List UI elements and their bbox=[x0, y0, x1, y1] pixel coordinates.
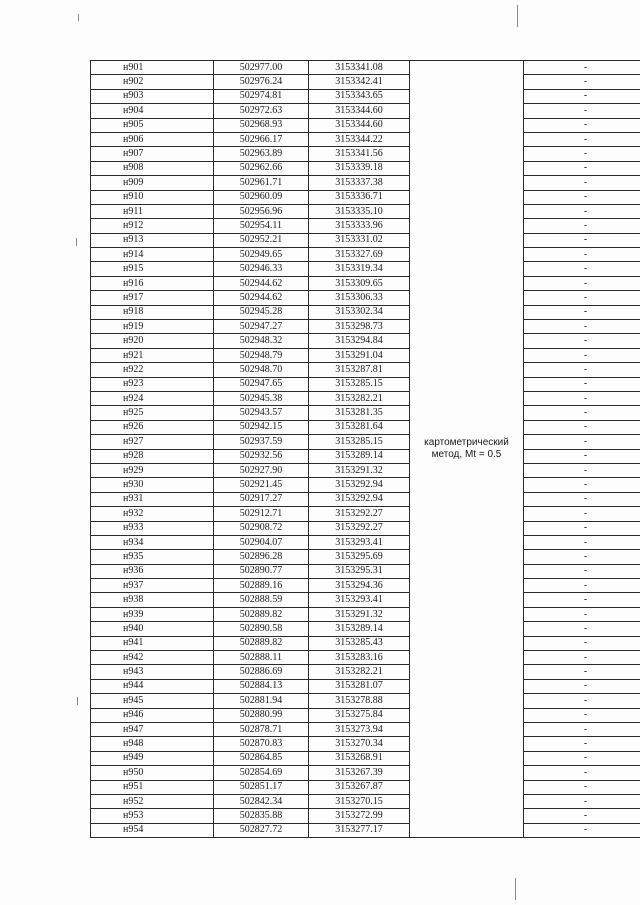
table-row bbox=[91, 204, 640, 218]
coordinate-y: 3153285.15 bbox=[309, 377, 410, 391]
point-name: н913 bbox=[91, 233, 214, 247]
coordinate-y: 3153306.33 bbox=[309, 291, 410, 305]
point-name: н901 bbox=[91, 61, 214, 75]
coordinate-y: 3153292.94 bbox=[309, 492, 410, 506]
coordinate-x: 502890.77 bbox=[214, 564, 309, 578]
coordinate-x: 502946.33 bbox=[214, 262, 309, 276]
table-row bbox=[91, 161, 640, 175]
table-row bbox=[91, 507, 640, 521]
coordinate-x: 502949.65 bbox=[214, 248, 309, 262]
coordinate-x: 502966.17 bbox=[214, 132, 309, 146]
coordinate-x: 502851.17 bbox=[214, 780, 309, 794]
table-row bbox=[91, 420, 640, 434]
point-name: н952 bbox=[91, 794, 214, 808]
table-row bbox=[91, 780, 640, 794]
accuracy-note: - bbox=[524, 276, 640, 290]
coordinate-x: 502976.24 bbox=[214, 75, 309, 89]
coordinate-y: 3153292.27 bbox=[309, 521, 410, 535]
coordinate-y: 3153268.91 bbox=[309, 751, 410, 765]
coordinate-y: 3153344.22 bbox=[309, 132, 410, 146]
coordinate-y: 3153344.60 bbox=[309, 118, 410, 132]
table-row bbox=[91, 233, 640, 247]
accuracy-note: - bbox=[524, 161, 640, 175]
coordinate-x: 502954.11 bbox=[214, 219, 309, 233]
point-name: н906 bbox=[91, 132, 214, 146]
coordinate-y: 3153294.84 bbox=[309, 334, 410, 348]
coordinate-x: 502947.27 bbox=[214, 320, 309, 334]
table-row bbox=[91, 564, 640, 578]
coordinate-x: 502962.66 bbox=[214, 161, 309, 175]
accuracy-note: - bbox=[524, 363, 640, 377]
coordinate-x: 502972.63 bbox=[214, 104, 309, 118]
coordinate-y: 3153289.14 bbox=[309, 622, 410, 636]
coordinate-y: 3153289.14 bbox=[309, 449, 410, 463]
accuracy-note: - bbox=[524, 449, 640, 463]
coordinate-y: 3153281.64 bbox=[309, 420, 410, 434]
accuracy-note: - bbox=[524, 751, 640, 765]
coordinate-x: 502888.11 bbox=[214, 651, 309, 665]
coordinates-table bbox=[90, 60, 640, 838]
coordinate-x: 502932.56 bbox=[214, 449, 309, 463]
point-name: н945 bbox=[91, 694, 214, 708]
point-name: н920 bbox=[91, 334, 214, 348]
table-row bbox=[91, 766, 640, 780]
table-row bbox=[91, 492, 640, 506]
coordinate-y: 3153277.17 bbox=[309, 823, 410, 837]
accuracy-note: - bbox=[524, 377, 640, 391]
coordinate-y: 3153267.87 bbox=[309, 780, 410, 794]
accuracy-note: - bbox=[524, 521, 640, 535]
accuracy-note: - bbox=[524, 823, 640, 837]
table-row bbox=[91, 722, 640, 736]
point-name: н925 bbox=[91, 406, 214, 420]
point-name: н936 bbox=[91, 564, 214, 578]
point-name: н915 bbox=[91, 262, 214, 276]
point-name: н908 bbox=[91, 161, 214, 175]
coordinate-x: 502948.70 bbox=[214, 363, 309, 377]
accuracy-note: - bbox=[524, 766, 640, 780]
coordinate-x: 502942.15 bbox=[214, 420, 309, 434]
coordinate-x: 502961.71 bbox=[214, 176, 309, 190]
accuracy-note: - bbox=[524, 463, 640, 477]
table-row bbox=[91, 694, 640, 708]
table-row bbox=[91, 708, 640, 722]
point-name: н933 bbox=[91, 521, 214, 535]
coordinate-x: 502947.65 bbox=[214, 377, 309, 391]
accuracy-note: - bbox=[524, 665, 640, 679]
point-name: н924 bbox=[91, 391, 214, 405]
accuracy-note: - bbox=[524, 233, 640, 247]
point-name: н937 bbox=[91, 579, 214, 593]
point-name: н934 bbox=[91, 535, 214, 549]
table-row bbox=[91, 737, 640, 751]
coordinate-x: 502921.45 bbox=[214, 478, 309, 492]
table-row bbox=[91, 219, 640, 233]
accuracy-note: - bbox=[524, 132, 640, 146]
coordinate-y: 3153273.94 bbox=[309, 722, 410, 736]
coordinate-x: 502904.07 bbox=[214, 535, 309, 549]
point-name: н942 bbox=[91, 651, 214, 665]
accuracy-note: - bbox=[524, 262, 640, 276]
coordinate-y: 3153331.02 bbox=[309, 233, 410, 247]
table-row bbox=[91, 809, 640, 823]
table-row bbox=[91, 406, 640, 420]
table-row bbox=[91, 535, 640, 549]
coordinate-x: 502878.71 bbox=[214, 722, 309, 736]
point-name: н907 bbox=[91, 147, 214, 161]
point-name: н932 bbox=[91, 507, 214, 521]
table-row bbox=[91, 75, 640, 89]
coordinate-y: 3153341.08 bbox=[309, 61, 410, 75]
coordinate-x: 502960.09 bbox=[214, 190, 309, 204]
table-row bbox=[91, 334, 640, 348]
table-row bbox=[91, 636, 640, 650]
coordinate-x: 502927.90 bbox=[214, 463, 309, 477]
point-name: н923 bbox=[91, 377, 214, 391]
coordinate-y: 3153298.73 bbox=[309, 320, 410, 334]
coordinate-x: 502968.93 bbox=[214, 118, 309, 132]
coordinate-x: 502952.21 bbox=[214, 233, 309, 247]
coordinate-y: 3153293.41 bbox=[309, 593, 410, 607]
point-name: н911 bbox=[91, 204, 214, 218]
accuracy-note: - bbox=[524, 607, 640, 621]
accuracy-note: - bbox=[524, 391, 640, 405]
coordinate-y: 3153270.34 bbox=[309, 737, 410, 751]
accuracy-note: - bbox=[524, 564, 640, 578]
coordinate-y: 3153293.41 bbox=[309, 535, 410, 549]
accuracy-note: - bbox=[524, 190, 640, 204]
table-row bbox=[91, 305, 640, 319]
coordinate-x: 502842.34 bbox=[214, 794, 309, 808]
accuracy-note: - bbox=[524, 176, 640, 190]
table-row bbox=[91, 651, 640, 665]
table-row bbox=[91, 463, 640, 477]
point-name: н949 bbox=[91, 751, 214, 765]
scan-artifact bbox=[517, 5, 518, 27]
coordinate-x: 502943.57 bbox=[214, 406, 309, 420]
point-name: н928 bbox=[91, 449, 214, 463]
point-name: н905 bbox=[91, 118, 214, 132]
table-row bbox=[91, 794, 640, 808]
accuracy-note: - bbox=[524, 492, 640, 506]
coordinate-x: 502880.99 bbox=[214, 708, 309, 722]
coordinate-y: 3153291.04 bbox=[309, 348, 410, 362]
table-row bbox=[91, 104, 640, 118]
scan-artifact bbox=[515, 878, 516, 900]
coordinate-y: 3153339.18 bbox=[309, 161, 410, 175]
coordinate-y: 3153336.71 bbox=[309, 190, 410, 204]
coordinate-y: 3153295.69 bbox=[309, 550, 410, 564]
point-name: н918 bbox=[91, 305, 214, 319]
table-row bbox=[91, 147, 640, 161]
table-row bbox=[91, 248, 640, 262]
accuracy-note: - bbox=[524, 722, 640, 736]
accuracy-note: - bbox=[524, 104, 640, 118]
accuracy-note: - bbox=[524, 334, 640, 348]
coordinate-x: 502884.13 bbox=[214, 679, 309, 693]
coordinate-y: 3153291.32 bbox=[309, 463, 410, 477]
scan-artifact bbox=[77, 697, 78, 705]
table-row bbox=[91, 377, 640, 391]
point-name: н931 bbox=[91, 492, 214, 506]
point-name: н919 bbox=[91, 320, 214, 334]
accuracy-note: - bbox=[524, 75, 640, 89]
coordinate-y: 3153281.35 bbox=[309, 406, 410, 420]
coordinate-y: 3153344.60 bbox=[309, 104, 410, 118]
coordinate-y: 3153337.38 bbox=[309, 176, 410, 190]
accuracy-note: - bbox=[524, 550, 640, 564]
point-name: н951 bbox=[91, 780, 214, 794]
table-row bbox=[91, 363, 640, 377]
table-row bbox=[91, 579, 640, 593]
point-name: н903 bbox=[91, 89, 214, 103]
coordinate-y: 3153319.34 bbox=[309, 262, 410, 276]
accuracy-note: - bbox=[524, 435, 640, 449]
accuracy-note: - bbox=[524, 593, 640, 607]
point-name: н943 bbox=[91, 665, 214, 679]
accuracy-note: - bbox=[524, 579, 640, 593]
accuracy-note: - bbox=[524, 147, 640, 161]
coordinates-table-body bbox=[91, 61, 640, 838]
table-row bbox=[91, 435, 640, 449]
table-row bbox=[91, 291, 640, 305]
accuracy-note: - bbox=[524, 118, 640, 132]
scan-artifact bbox=[76, 238, 77, 246]
coordinate-y: 3153275.84 bbox=[309, 708, 410, 722]
coordinate-y: 3153343.65 bbox=[309, 89, 410, 103]
point-name: н944 bbox=[91, 679, 214, 693]
point-name: н953 bbox=[91, 809, 214, 823]
accuracy-note: - bbox=[524, 535, 640, 549]
coordinate-x: 502948.79 bbox=[214, 348, 309, 362]
coordinate-y: 3153270.15 bbox=[309, 794, 410, 808]
table-row bbox=[91, 190, 640, 204]
method-cell bbox=[410, 61, 524, 838]
accuracy-note: - bbox=[524, 651, 640, 665]
coordinate-x: 502889.82 bbox=[214, 636, 309, 650]
coordinate-x: 502854.69 bbox=[214, 766, 309, 780]
coordinate-x: 502974.81 bbox=[214, 89, 309, 103]
coordinate-y: 3153341.56 bbox=[309, 147, 410, 161]
table-row bbox=[91, 262, 640, 276]
coordinate-y: 3153342.41 bbox=[309, 75, 410, 89]
accuracy-note: - bbox=[524, 89, 640, 103]
point-name: н935 bbox=[91, 550, 214, 564]
table-row bbox=[91, 550, 640, 564]
coordinate-y: 3153287.81 bbox=[309, 363, 410, 377]
accuracy-note: - bbox=[524, 694, 640, 708]
table-row bbox=[91, 622, 640, 636]
point-name: н914 bbox=[91, 248, 214, 262]
coordinate-y: 3153302.34 bbox=[309, 305, 410, 319]
point-name: н927 bbox=[91, 435, 214, 449]
accuracy-note: - bbox=[524, 679, 640, 693]
coordinate-y: 3153333.96 bbox=[309, 219, 410, 233]
coordinate-y: 3153282.21 bbox=[309, 391, 410, 405]
table-row bbox=[91, 823, 640, 837]
coordinate-x: 502945.38 bbox=[214, 391, 309, 405]
table-row bbox=[91, 61, 640, 75]
method-line-2: метод, Mt = 0.5 bbox=[431, 449, 502, 461]
table-row bbox=[91, 521, 640, 535]
coordinate-x: 502944.62 bbox=[214, 291, 309, 305]
table-row bbox=[91, 132, 640, 146]
point-name: н954 bbox=[91, 823, 214, 837]
coordinate-y: 3153285.43 bbox=[309, 636, 410, 650]
coordinate-y: 3153278.88 bbox=[309, 694, 410, 708]
point-name: н950 bbox=[91, 766, 214, 780]
point-name: н940 bbox=[91, 622, 214, 636]
coordinate-x: 502886.69 bbox=[214, 665, 309, 679]
table-row bbox=[91, 348, 640, 362]
table-row bbox=[91, 320, 640, 334]
coordinate-x: 502896.28 bbox=[214, 550, 309, 564]
point-name: н947 bbox=[91, 722, 214, 736]
coordinate-y: 3153291.32 bbox=[309, 607, 410, 621]
coordinate-x: 502889.16 bbox=[214, 579, 309, 593]
accuracy-note: - bbox=[524, 348, 640, 362]
table-row bbox=[91, 665, 640, 679]
point-name: н939 bbox=[91, 607, 214, 621]
coordinate-y: 3153272.99 bbox=[309, 809, 410, 823]
coordinate-x: 502908.72 bbox=[214, 521, 309, 535]
accuracy-note: - bbox=[524, 794, 640, 808]
coordinate-x: 502956.96 bbox=[214, 204, 309, 218]
accuracy-note: - bbox=[524, 291, 640, 305]
table-row bbox=[91, 607, 640, 621]
scan-artifact bbox=[78, 14, 79, 21]
accuracy-note: - bbox=[524, 305, 640, 319]
table-row bbox=[91, 449, 640, 463]
coordinate-y: 3153294.36 bbox=[309, 579, 410, 593]
coordinate-x: 502937.59 bbox=[214, 435, 309, 449]
method-line-1: картометрический bbox=[424, 437, 509, 449]
point-name: н929 bbox=[91, 463, 214, 477]
accuracy-note: - bbox=[524, 622, 640, 636]
point-name: н910 bbox=[91, 190, 214, 204]
coordinate-x: 502864.85 bbox=[214, 751, 309, 765]
table-row bbox=[91, 176, 640, 190]
coordinate-y: 3153267.39 bbox=[309, 766, 410, 780]
coordinate-y: 3153292.94 bbox=[309, 478, 410, 492]
accuracy-note: - bbox=[524, 320, 640, 334]
point-name: н912 bbox=[91, 219, 214, 233]
point-name: н902 bbox=[91, 75, 214, 89]
coordinate-x: 502870.83 bbox=[214, 737, 309, 751]
coordinate-x: 502890.58 bbox=[214, 622, 309, 636]
coordinate-x: 502912.71 bbox=[214, 507, 309, 521]
table-row bbox=[91, 118, 640, 132]
point-name: н916 bbox=[91, 276, 214, 290]
point-name: н922 bbox=[91, 363, 214, 377]
coordinate-x: 502945.28 bbox=[214, 305, 309, 319]
table-row bbox=[91, 276, 640, 290]
coordinate-x: 502881.94 bbox=[214, 694, 309, 708]
coordinate-y: 3153281.07 bbox=[309, 679, 410, 693]
point-name: н938 bbox=[91, 593, 214, 607]
coordinate-x: 502977.00 bbox=[214, 61, 309, 75]
coordinate-x: 502889.82 bbox=[214, 607, 309, 621]
table-row bbox=[91, 679, 640, 693]
coordinate-x: 502963.89 bbox=[214, 147, 309, 161]
coordinate-y: 3153292.27 bbox=[309, 507, 410, 521]
accuracy-note: - bbox=[524, 248, 640, 262]
table-row bbox=[91, 593, 640, 607]
accuracy-note: - bbox=[524, 636, 640, 650]
coordinate-x: 502948.32 bbox=[214, 334, 309, 348]
coordinate-y: 3153335.10 bbox=[309, 204, 410, 218]
coordinate-y: 3153285.15 bbox=[309, 435, 410, 449]
point-name: н941 bbox=[91, 636, 214, 650]
point-name: н909 bbox=[91, 176, 214, 190]
point-name: н930 bbox=[91, 478, 214, 492]
point-name: н948 bbox=[91, 737, 214, 751]
accuracy-note: - bbox=[524, 780, 640, 794]
coordinate-x: 502917.27 bbox=[214, 492, 309, 506]
table-row bbox=[91, 89, 640, 103]
coordinate-y: 3153309.65 bbox=[309, 276, 410, 290]
point-name: н926 bbox=[91, 420, 214, 434]
coordinate-x: 502835.88 bbox=[214, 809, 309, 823]
coordinate-y: 3153282.21 bbox=[309, 665, 410, 679]
accuracy-note: - bbox=[524, 204, 640, 218]
coordinate-x: 502944.62 bbox=[214, 276, 309, 290]
point-name: н946 bbox=[91, 708, 214, 722]
table-row bbox=[91, 391, 640, 405]
accuracy-note: - bbox=[524, 420, 640, 434]
point-name: н921 bbox=[91, 348, 214, 362]
accuracy-note: - bbox=[524, 737, 640, 751]
accuracy-note: - bbox=[524, 507, 640, 521]
coordinate-x: 502888.59 bbox=[214, 593, 309, 607]
point-name: н917 bbox=[91, 291, 214, 305]
table-row bbox=[91, 478, 640, 492]
accuracy-note: - bbox=[524, 406, 640, 420]
accuracy-note: - bbox=[524, 809, 640, 823]
accuracy-note: - bbox=[524, 219, 640, 233]
accuracy-note: - bbox=[524, 708, 640, 722]
point-name: н904 bbox=[91, 104, 214, 118]
table-row bbox=[91, 751, 640, 765]
coordinate-y: 3153283.16 bbox=[309, 651, 410, 665]
coordinate-y: 3153327.69 bbox=[309, 248, 410, 262]
accuracy-note: - bbox=[524, 61, 640, 75]
coordinate-x: 502827.72 bbox=[214, 823, 309, 837]
accuracy-note: - bbox=[524, 478, 640, 492]
coordinate-y: 3153295.31 bbox=[309, 564, 410, 578]
